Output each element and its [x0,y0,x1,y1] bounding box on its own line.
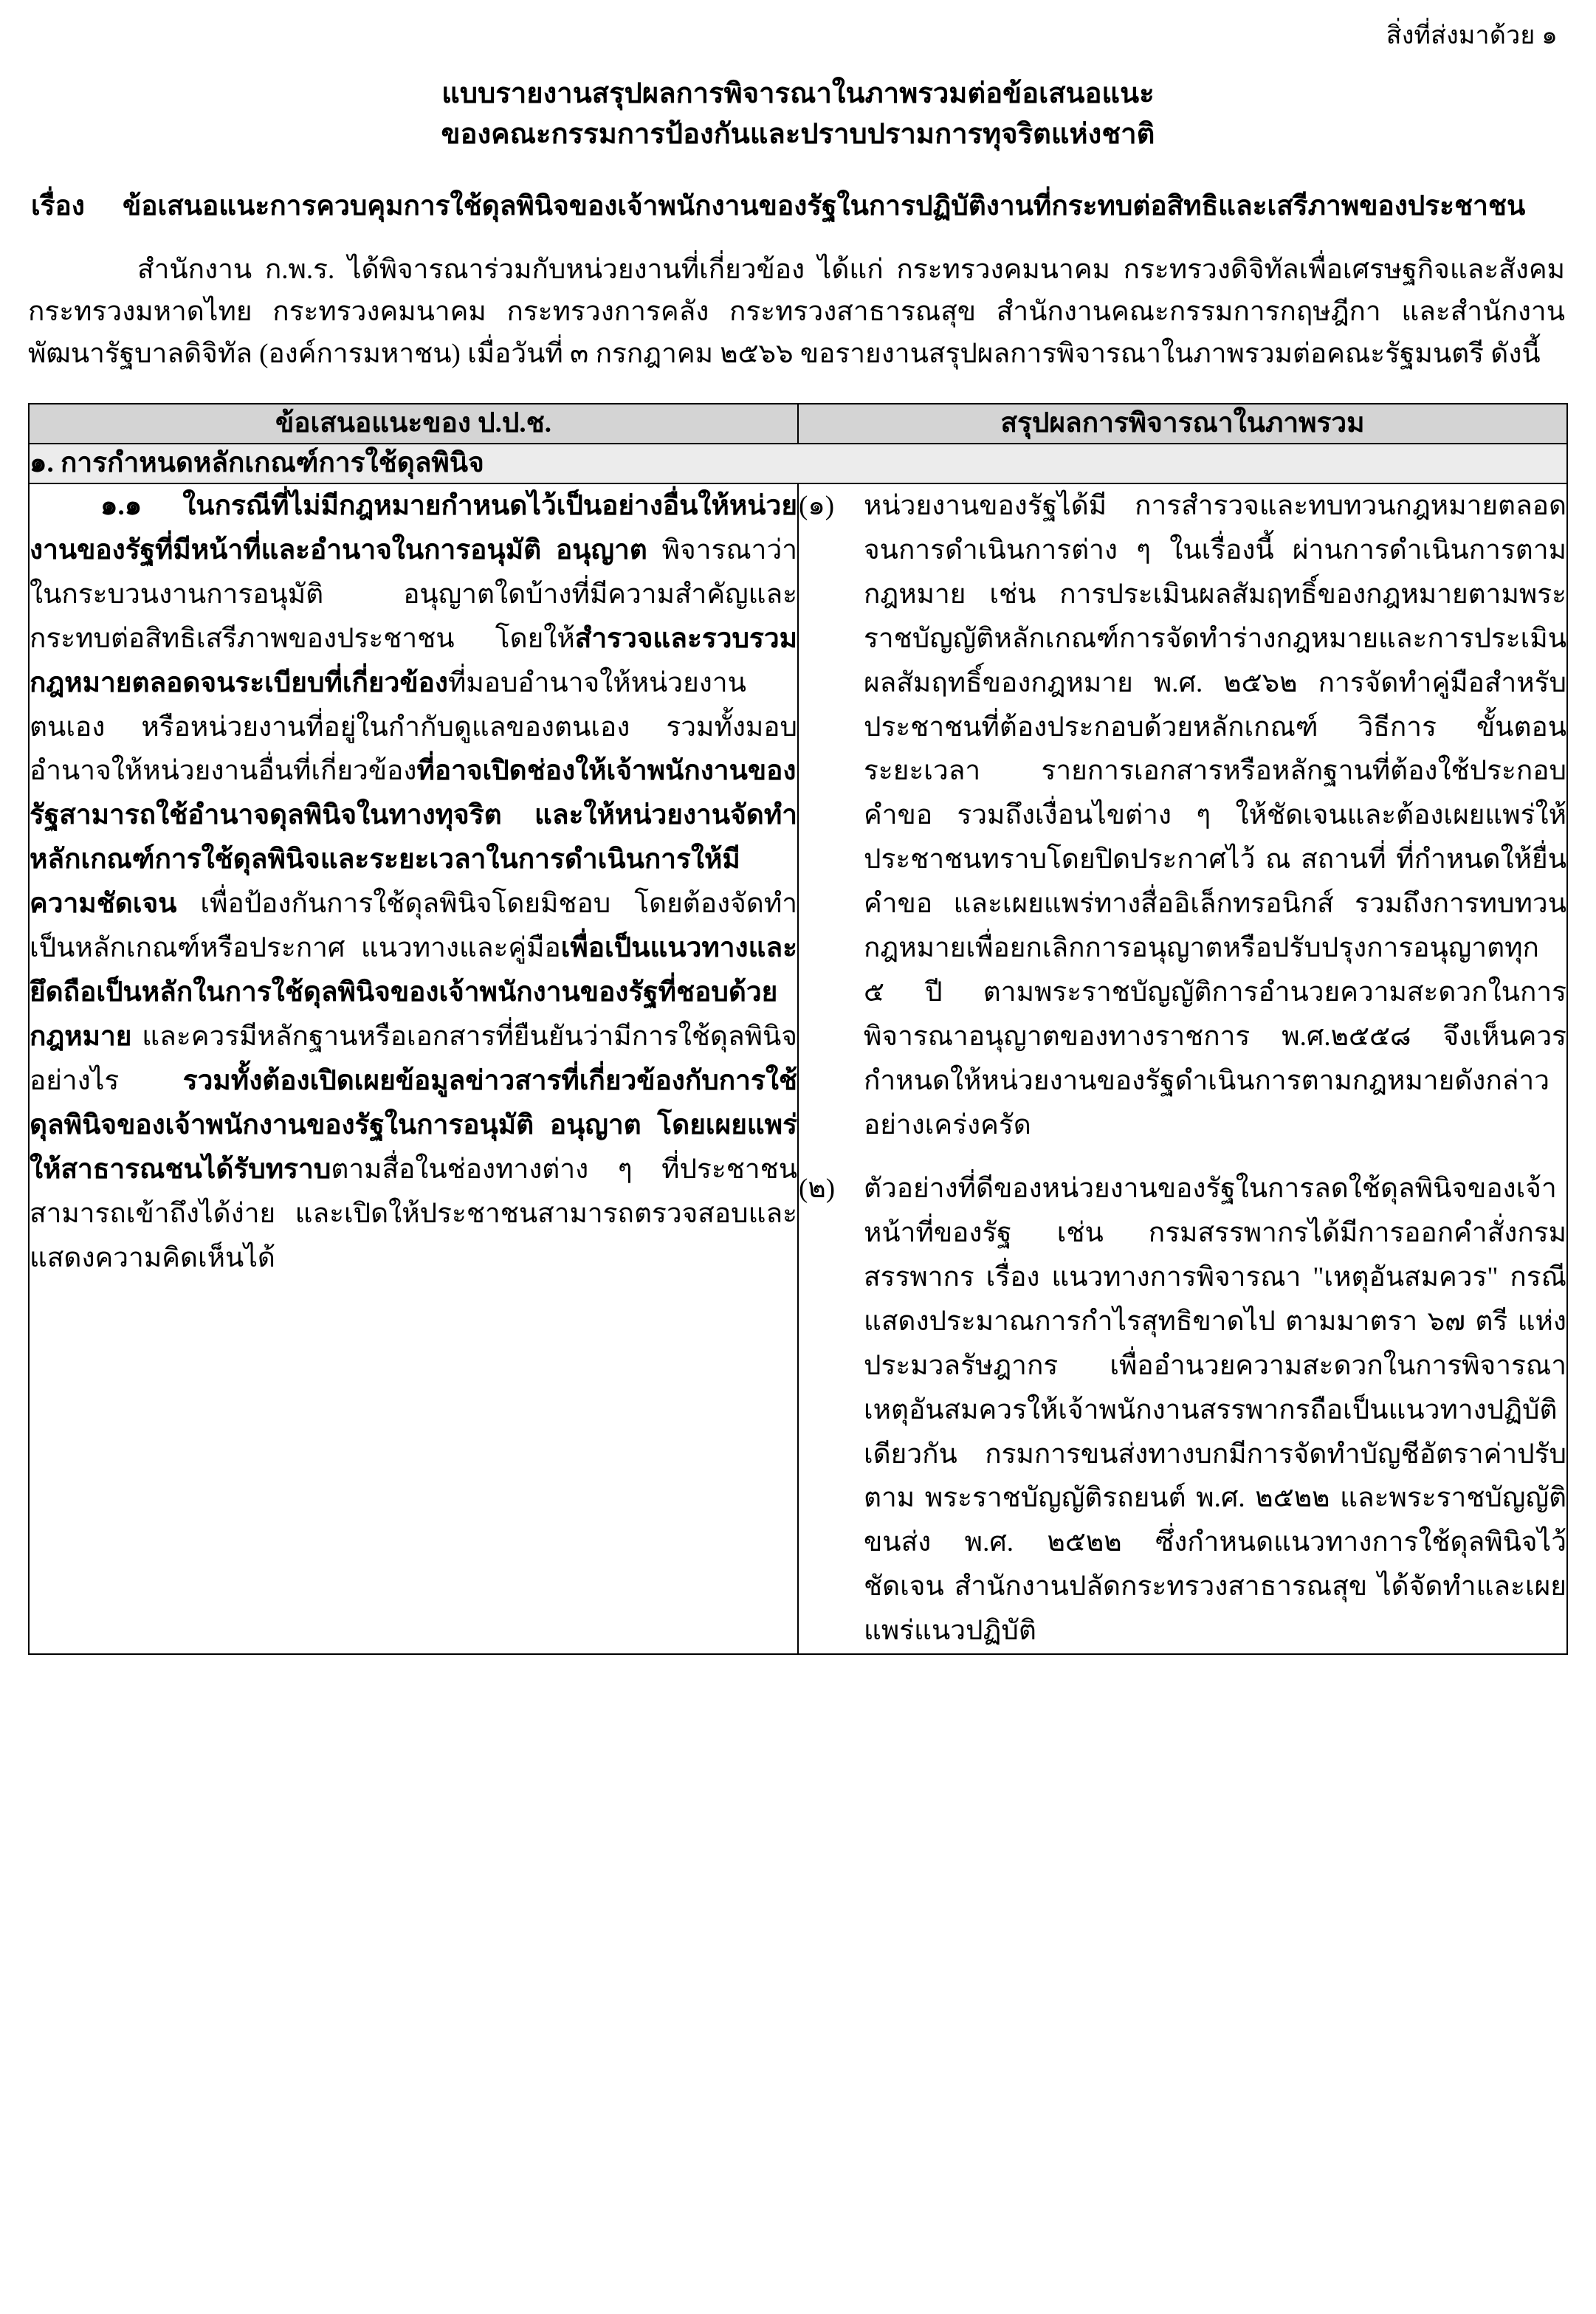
subject-block [28,186,1568,227]
recommendations-table [28,403,1568,1655]
page-title-line-2: ของคณะกรรมการป้องกันและปราบปรามการทุจริตแห่งชาติ [441,118,1155,150]
recommendation-segment-8: รวมทั้งต้องเปิดเผยข้อมูลข่าวสารที่เกี่ยวข้องกับการใช้ดุลพินิจของเจ้าพนักงานของรัฐในการอนุมัติ อนุญาต โดยเผยแพร่ให้สาธารณชนได้รับทราบ [30,1066,797,1185]
recommendation-segment-6: เพื่อเป็นแนวทางและยึดถือเป็นหลักในการใช้ดุลพินิจของเจ้าพนักงานของรัฐที่ชอบด้วยกฎหมาย [30,933,797,1053]
recommendation-segment-4: ที่อาจเปิดช่องให้เจ้าพนักงานของรัฐสามารถใช้อำนาจดุลพินิจในทางทุจริต และให้หน่วยงานจัดทำหลักเกณฑ์การใช้ดุลพินิจและระยะเวลาในการดำเนินการให้มีความชัดเจน [30,756,797,920]
attachment-marker: สิ่งที่ส่งมาด้วย ๑ [1386,22,1558,49]
consideration-list [799,484,1566,1653]
page-title-line-1: แบบรายงานสรุปผลการพิจารณาในภาพรวมต่อข้อเสนอแนะ [441,78,1155,109]
list-item-marker: (๒) [799,1173,836,1204]
recommendation-text [30,484,797,1281]
table-header-right: สรุปผลการพิจารณาในภาพรวม [798,404,1567,444]
page-title [28,74,1568,155]
list-item-marker: (๑) [799,490,835,521]
intro-paragraph: สำนักงาน ก.พ.ร. ได้พิจารณาร่วมกับหน่วยงานที่เกี่ยวข้อง ได้แก่ กระทรวงคมนาคม กระทรวงดิจิทัลเพื่อเศรษฐกิจและสังคม กระทรวงมหาดไทย กระทรวงคมนาคม กระทรวงการคลัง กระทรวงสาธารณสุข สำนักงานคณะกรรมการกฤษฎีกา และสำนักงานพัฒนารัฐบาลดิจิทัล (องค์การมหาชน) เมื่อวันที่ ๓ กรกฎาคม ๒๕๖๖ ขอรายงานสรุปผลการพิจารณาในภาพรวมต่อคณะรัฐมนตรี ดังนี้ [28,255,1565,370]
subject-text: ข้อเสนอแนะการควบคุมการใช้ดุลพินิจของเจ้าพนักงานของรัฐในการปฏิบัติงานที่กระทบต่อสิทธิและเสรีภาพของประชาชน [123,191,1526,222]
list-item-text: ตัวอย่างที่ดีของหน่วยงานของรัฐในการลดใช้ดุลพินิจของเจ้าหน้าที่ของรัฐ เช่น กรมสรรพากรได้มีการออกคำสั่งกรมสรรพากร เรื่อง แนวทางการพิจารณา "เหตุอันสมควร" กรณีแสดงประมาณการกำไรสุทธิขาดไป ตามมาตรา ๖๗ ตรี แห่งประมวลรัษฎากร เพื่ออำนวยความสะดวกในการพิจารณาเหตุอันสมควรให้เจ้าพนักงานสรรพากรถือเป็นแนวทางปฏิบัติเดียวกัน กรมการขนส่งทางบกมีการจัดทำบัญชีอัตราค่าปรับตาม พระราชบัญญัติรถยนต์ พ.ศ. ๒๕๒๒ และพระราชบัญญัติขนส่ง พ.ศ. ๒๕๒๒ ซึ่งกำหนดแนวทางการใช้ดุลพินิจไว้ชัดเจน สำนักงานปลัดกระทรวงสาธารณสุข ได้จัดทำและเผยแพร่แนวปฏิบัติ [864,1173,1566,1647]
recommendation-segment-2: สำรวจและรวบรวมกฎหมายตลอดจนระเบียบที่เกี่ยวข้อง [30,623,797,698]
recommendation-segment-3: ที่มอบอำนาจให้หน่วยงานตนเอง หรือหน่วยงานที่อยู่ในกำกับดูแลของตนเอง รวมทั้งมอบอำนาจให้หน่วยงานอื่นที่เกี่ยวข้อง [30,667,797,787]
recommendation-segment-7: และควรมีหลักฐานหรือเอกสารที่ยืนยันว่ามีการใช้ดุลพินิจอย่างไร [30,1022,797,1096]
recommendation-segment-5: เพื่อป้องกันการใช้ดุลพินิจโดยมิชอบ โดยต้องจัดทำเป็นหลักเกณฑ์หรือประกาศ แนวทางและคู่มือ [30,889,797,964]
section-title: ๑. การกำหนดหลักเกณฑ์การใช้ดุลพินิจ [29,444,1567,483]
table-header-left: ข้อเสนอแนะของ ป.ป.ช. [29,404,798,444]
list-item [799,484,1566,1148]
recommendation-segment-0: ๑.๑ ในกรณีที่ไม่มีกฎหมายกำหนดไว้เป็นอย่างอื่นให้หน่วยงานของรัฐที่มีหน้าที่และอำนาจในการอนุมัติ อนุญาต [30,490,797,565]
right-column-cell [798,483,1567,1654]
list-item [799,1167,1566,1653]
table-section-row [29,444,1567,483]
list-item-text: หน่วยงานของรัฐได้มี การสำรวจและทบทวนกฎหมายตลอดจนการดำเนินการต่าง ๆ ในเรื่องนี้ ผ่านการดำเนินการตามกฎหมาย เช่น การประเมินผลสัมฤทธิ์ของกฎหมายตามพระราชบัญญัติหลักเกณฑ์การจัดทำร่างกฎหมายและการประเมินผลสัมฤทธิ์ของกฎหมาย พ.ศ. ๒๕๖๒ การจัดทำคู่มือสำหรับประชาชนที่ต้องประกอบด้วยหลักเกณฑ์ วิธีการ ขั้นตอน ระยะเวลา รายการเอกสารหรือหลักฐานที่ต้องใช้ประกอบคำขอ รวมถึงเงื่อนไขต่าง ๆ ให้ชัดเจนและต้องเผยแพร่ให้ประชาชนทราบโดยปิดประกาศไว้ ณ สถานที่ ที่กำหนดให้ยื่นคำขอ และเผยแพร่ทางสื่ออิเล็กทรอนิกส์ รวมถึงการทบทวนกฎหมายเพื่อยกเลิกการอนุญาตหรือปรับปรุงการอนุญาตทุก ๕ ปี ตามพระราชบัญญัติการอำนวยความสะดวกในการพิจารณาอนุญาตของทางราชการ พ.ศ.๒๕๕๘ จึงเห็นควรกำหนดให้หน่วยงานของรัฐดำเนินการตามกฎหมายดังกล่าวอย่างเคร่งครัด [864,490,1567,1140]
table-row [29,483,1567,1654]
table-header-row [29,404,1567,444]
left-column-cell [29,483,798,1654]
recommendation-segment-1: พิจารณาว่าในกระบวนงานการอนุมัติ อนุญาตใดบ้างที่มีความสำคัญและกระทบต่อสิทธิเสรีภาพของประชาชน โดยให้ [30,534,797,654]
subject-label: เรื่อง [31,191,85,222]
recommendation-segment-9: ตามสื่อในช่องทางต่าง ๆ ที่ประชาชนสามารถเข้าถึงได้ง่าย และเปิดให้ประชาชนสามารถตรวจสอบและแสดงความคิดเห็นได้ [30,1154,797,1273]
